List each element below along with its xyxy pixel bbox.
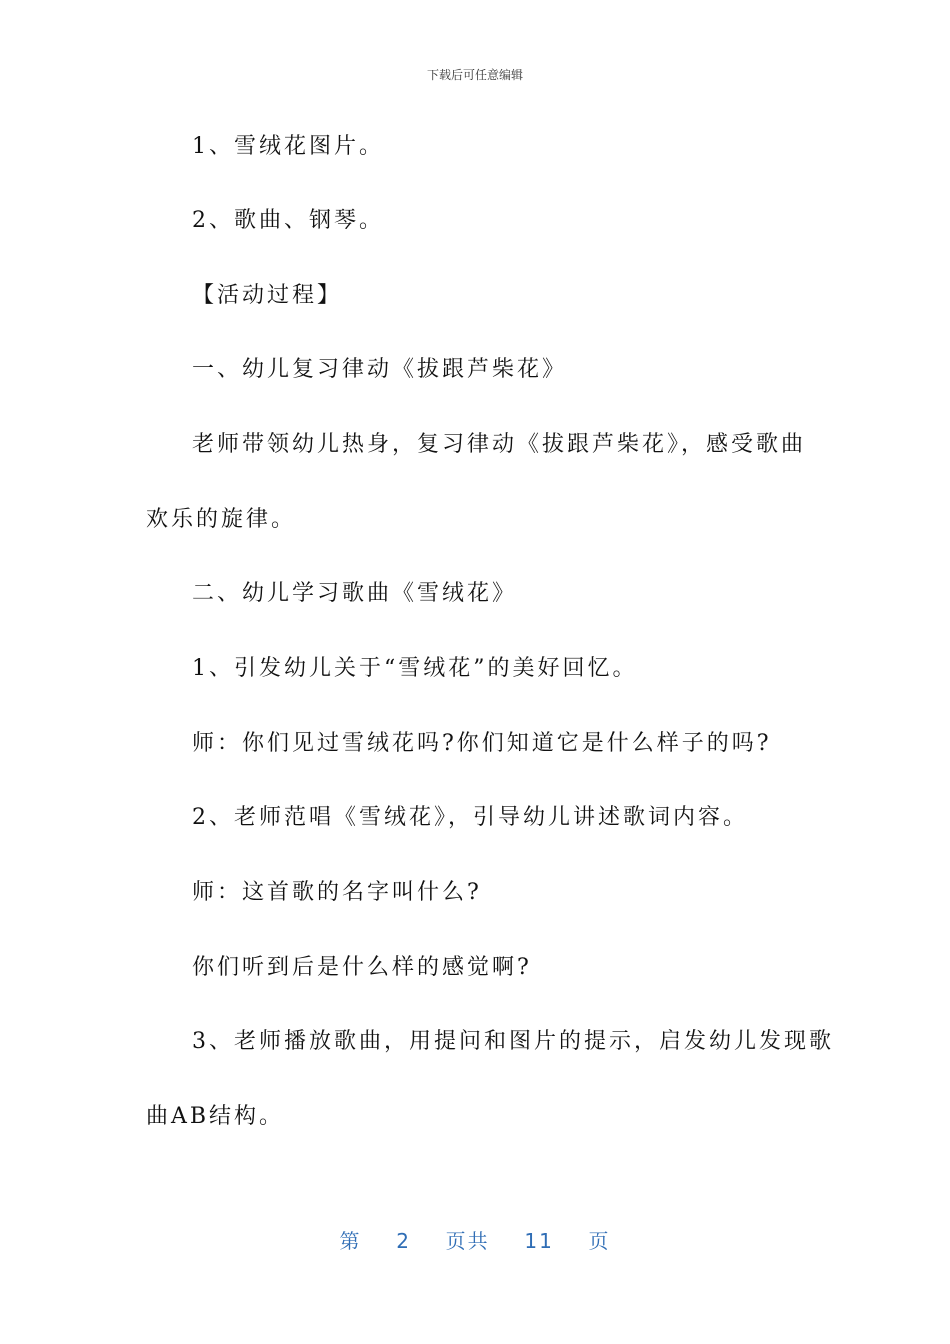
body-line: 老师带领幼儿热身，复习律动《拔跟芦柴花》，感受歌曲 xyxy=(192,432,807,457)
body-line: 1、引发幼儿关于“雪绒花”的美好回忆。 xyxy=(192,656,638,681)
section-heading: 【活动过程】 xyxy=(192,283,343,308)
footer-suffix: 页 xyxy=(588,1229,611,1253)
body-line: 师：这首歌的名字叫什么? xyxy=(192,880,482,905)
footer-middle: 页共 xyxy=(445,1229,490,1253)
body-line: 曲AB结构。 xyxy=(146,1104,285,1129)
body-line: 1、雪绒花图片。 xyxy=(192,134,384,159)
body-line: 欢乐的旋律。 xyxy=(146,507,297,532)
page-footer xyxy=(0,1225,950,1254)
body-line: 2、歌曲、钢琴。 xyxy=(192,208,384,233)
body-line: 2、老师范唱《雪绒花》，引导幼儿讲述歌词内容。 xyxy=(192,805,748,830)
footer-current-page: 2 xyxy=(396,1229,411,1253)
footer-total-pages: 11 xyxy=(524,1229,554,1253)
section-heading: 二、幼儿学习歌曲《雪绒花》 xyxy=(192,581,518,606)
section-heading: 一、幼儿复习律动《拔跟芦柴花》 xyxy=(192,357,568,382)
body-line: 3、老师播放歌曲，用提问和图片的提示，启发幼儿发现歌 xyxy=(192,1029,834,1054)
body-line: 师：你们见过雪绒花吗?你们知道它是什么样子的吗? xyxy=(192,731,772,756)
body-line: 你们听到后是什么样的感觉啊? xyxy=(192,955,532,980)
header-note: 下载后可任意编辑 xyxy=(426,68,523,82)
footer-prefix: 第 xyxy=(339,1229,362,1253)
